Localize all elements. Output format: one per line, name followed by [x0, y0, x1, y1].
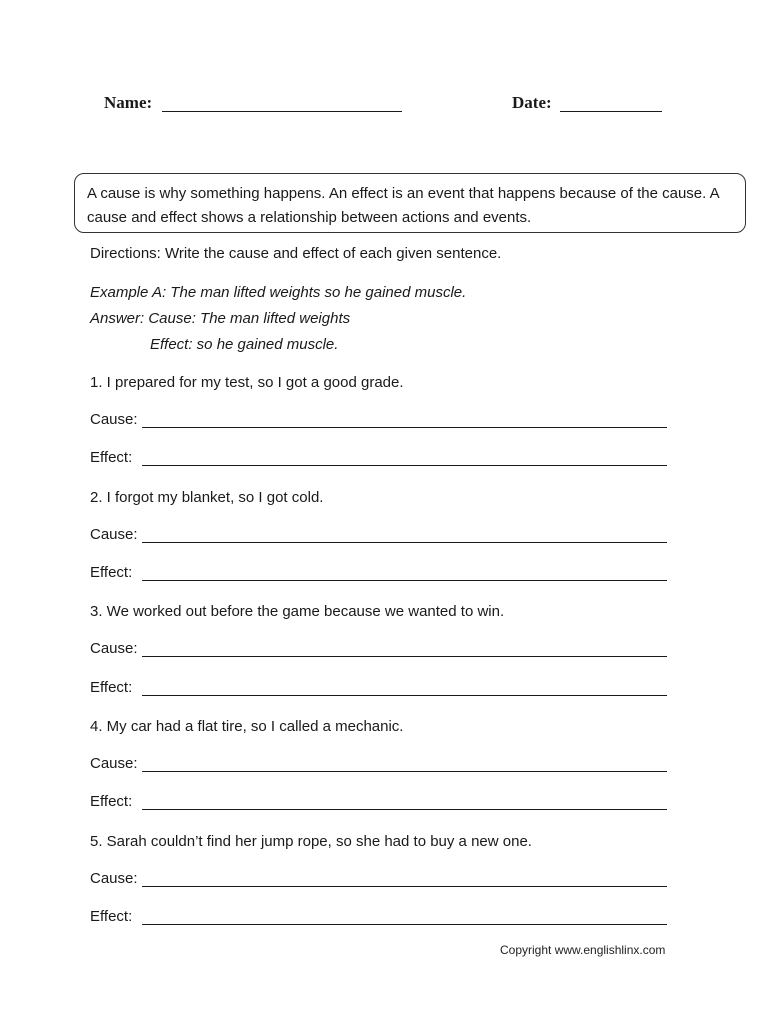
example-prompt: Example A: The man lifted weights so he gained muscle. — [90, 284, 467, 301]
name-label: Name: — [104, 93, 153, 112]
question-2-effect-line[interactable] — [142, 580, 667, 581]
question-1-text: 1. I prepared for my test, so I got a good grade. — [90, 374, 404, 391]
effect-label: Effect: — [90, 449, 133, 466]
question-3-text: 3. We worked out before the game because we wanted to win. — [90, 603, 505, 620]
cause-label: Cause: — [90, 411, 138, 428]
question-1-cause-line[interactable] — [142, 427, 667, 428]
question-5-effect-row — [90, 908, 670, 928]
directions-text: Directions: Write the cause and effect of each given sentence. — [90, 245, 502, 262]
question-3-cause-row — [90, 640, 670, 660]
cause-label: Cause: — [90, 640, 138, 657]
question-4-effect-row — [90, 793, 670, 813]
question-4-text: 4. My car had a flat tire, so I called a mechanic. — [90, 718, 404, 735]
question-5-cause-line[interactable] — [142, 886, 667, 887]
question-1-effect-line[interactable] — [142, 465, 667, 466]
name-line[interactable] — [162, 111, 402, 112]
question-5-text: 5. Sarah couldn’t find her jump rope, so she had to buy a new one. — [90, 833, 532, 850]
question-3-effect-row — [90, 679, 670, 699]
question-2-cause-line[interactable] — [142, 542, 667, 543]
name-date-header — [0, 93, 768, 117]
question-1-cause-row — [90, 411, 670, 431]
question-5-cause-row — [90, 870, 670, 890]
question-4-cause-line[interactable] — [142, 771, 667, 772]
effect-label: Effect: — [90, 564, 133, 581]
definition-box: A cause is why something happens. An effect is an event that happens because of the cause. A cause and effect shows a relationship between actions and events. — [74, 173, 746, 233]
question-4-effect-line[interactable] — [142, 809, 667, 810]
date-label: Date: — [512, 93, 552, 112]
question-2-cause-row — [90, 526, 670, 546]
cause-label: Cause: — [90, 870, 138, 887]
effect-label: Effect: — [90, 908, 133, 925]
question-3-effect-line[interactable] — [142, 695, 667, 696]
question-1-effect-row — [90, 449, 670, 469]
cause-label: Cause: — [90, 526, 138, 543]
date-line[interactable] — [560, 111, 662, 112]
effect-label: Effect: — [90, 679, 133, 696]
question-4-cause-row — [90, 755, 670, 775]
example-answer-effect: Effect: so he gained muscle. — [150, 336, 339, 353]
cause-label: Cause: — [90, 755, 138, 772]
question-2-text: 2. I forgot my blanket, so I got cold. — [90, 489, 324, 506]
question-5-effect-line[interactable] — [142, 924, 667, 925]
effect-label: Effect: — [90, 793, 133, 810]
question-3-cause-line[interactable] — [142, 656, 667, 657]
copyright-footer: Copyright www.englishlinx.com — [500, 943, 666, 957]
example-answer-cause: Answer: Cause: The man lifted weights — [90, 310, 351, 327]
question-2-effect-row — [90, 564, 670, 584]
